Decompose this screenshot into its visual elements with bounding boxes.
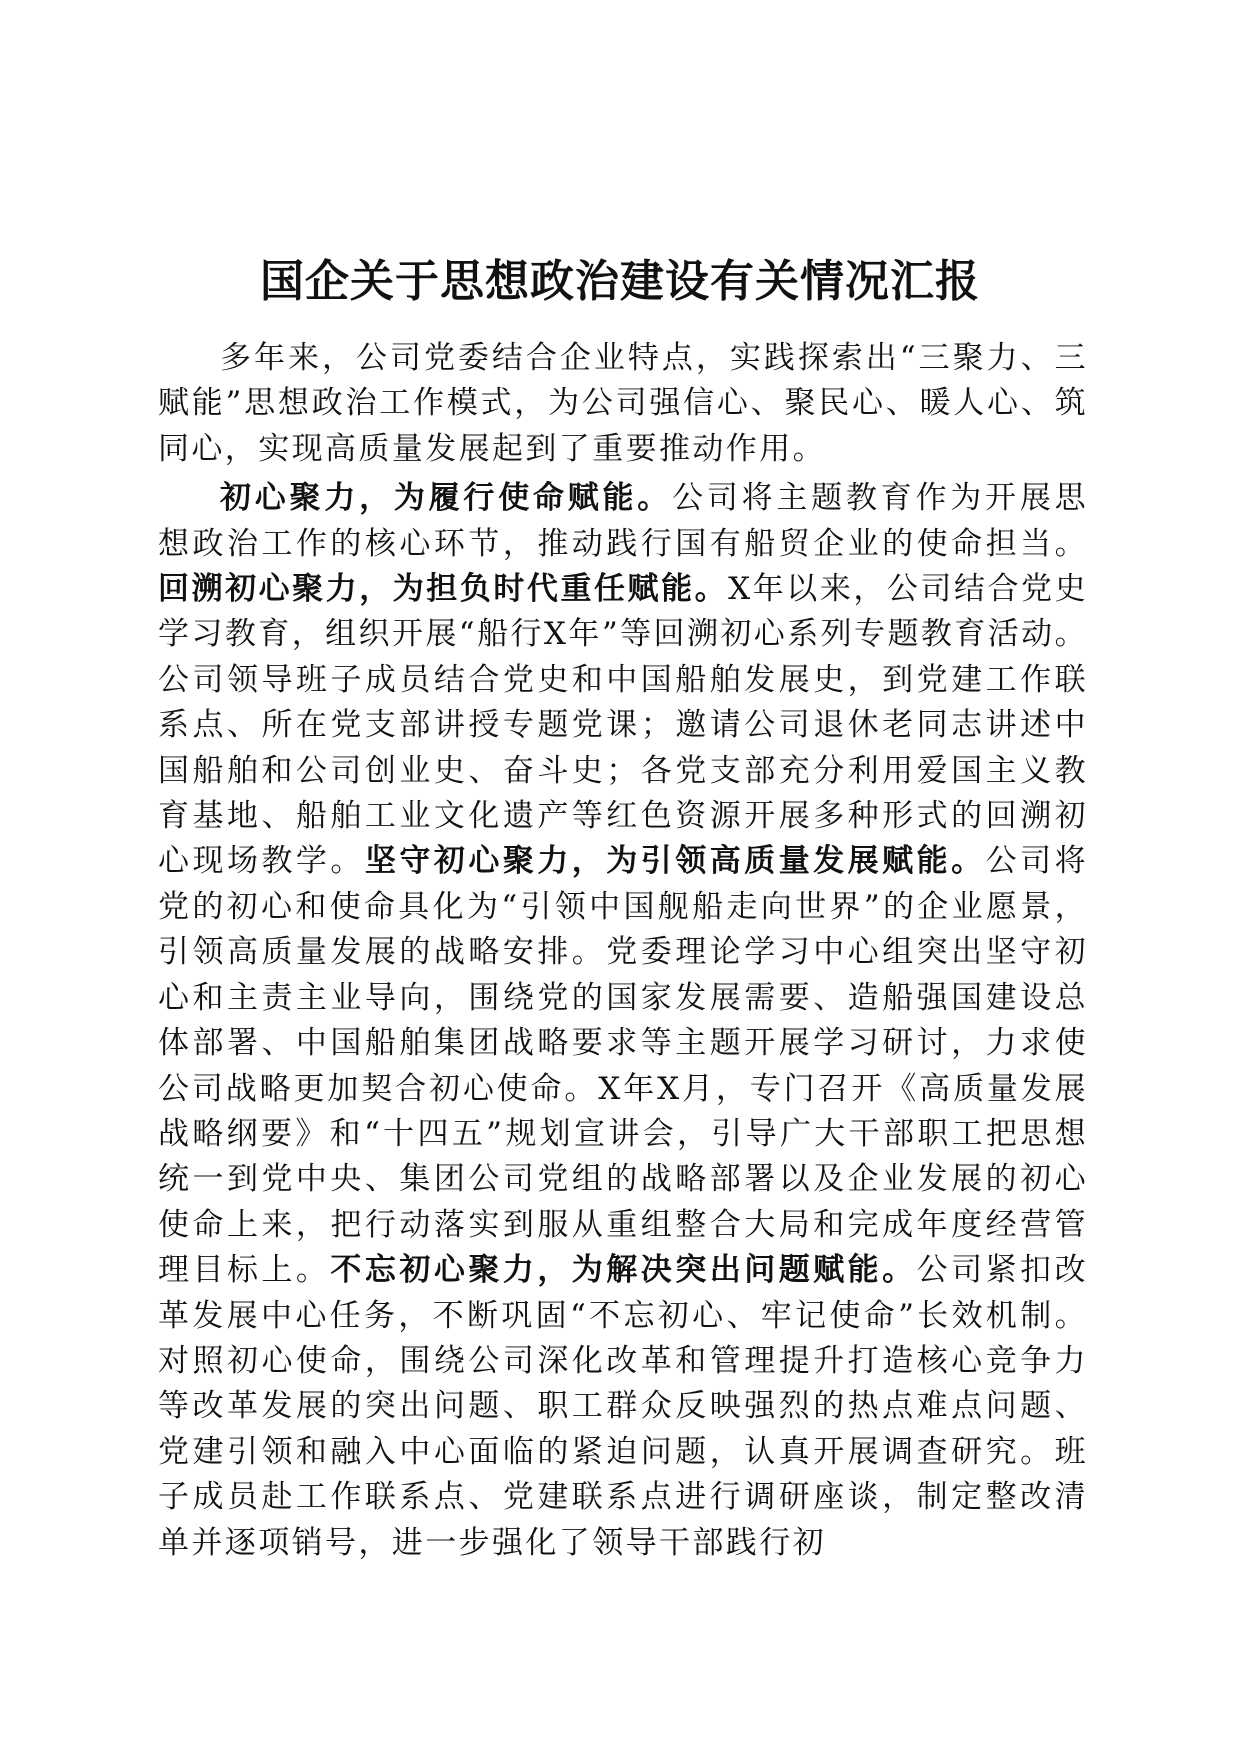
subsection-3-heading: 不忘初心聚力，为解决突出问题赋能。 <box>330 1252 917 1289</box>
subsection-1-heading: 回溯初心聚力，为担负时代重任赋能。 <box>158 571 729 608</box>
subsection-2-heading: 坚守初心聚力，为引领高质量发展赋能。 <box>364 843 986 880</box>
section-1-paragraph <box>158 476 1088 1566</box>
document-body <box>158 336 1088 1566</box>
intro-paragraph: 多年来，公司党委结合企业特点，实践探索出“三聚力、三赋能”思想政治工作模式，为公司强信心、聚民心、暖人心、筑同心，实现高质量发展起到了重要推动作用。 <box>158 340 1088 467</box>
section-1-text: 公司将主题教育作为开展思想政治工作的核心环节，推动践行国有船贸企业的使命担当。 <box>158 480 1088 562</box>
section-1-heading: 初心聚力，为履行使命赋能。 <box>220 480 673 517</box>
document-title: 国企关于思想政治建设有关情况汇报 <box>260 256 980 307</box>
subsection-3-text: 公司紧扣改革发展中心任务，不断巩固“不忘初心、牢记使命”长效机制。对照初心使命，围绕公司深化改革和管理提升打造核心竞争力等改革发展的突出问题、职工群众反映强烈的热点难点问题、党建引领和融入中心面临的紧迫问题，认真开展调查研究。班子成员赴工作联系点、党建联系点进行调研座谈，制定整改清单并逐项销号，进一步强化了领导干部践行初 <box>158 1252 1088 1561</box>
subsection-2-text: 公司将党的初心和使命具化为“引领中国舰船走向世界”的企业愿景，引领高质量发展的战略安排。党委理论学习中心组突出坚守初心和主责主业导向，围绕党的国家发展需要、造船强国建设总体部署、中国船舶集团战略要求等主题开展学习研讨，力求使公司战略更加契合初心使命。X年X月，专门召开《高质量发展战略纲要》和“十四五”规划宣讲会，引导广大干部职工把思想统一到党中央、集团公司党组的战略部署以及企业发展的初心使命上来，把行动落实到服从重组整合大局和完成年度经营管理目标上。 <box>158 843 1088 1289</box>
subsection-1-text: X年以来，公司结合党史学习教育，组织开展“船行X年”等回溯初心系列专题教育活动。公司领导班子成员结合党史和中国船舶发展史，到党建工作联系点、所在党支部讲授专题党课；邀请公司退休老同志讲述中国船舶和公司创业史、奋斗史；各党支部充分利用爱国主义教育基地、船舶工业文化遗产等红色资源开展多种形式的回溯初心现场教学。 <box>158 571 1088 880</box>
